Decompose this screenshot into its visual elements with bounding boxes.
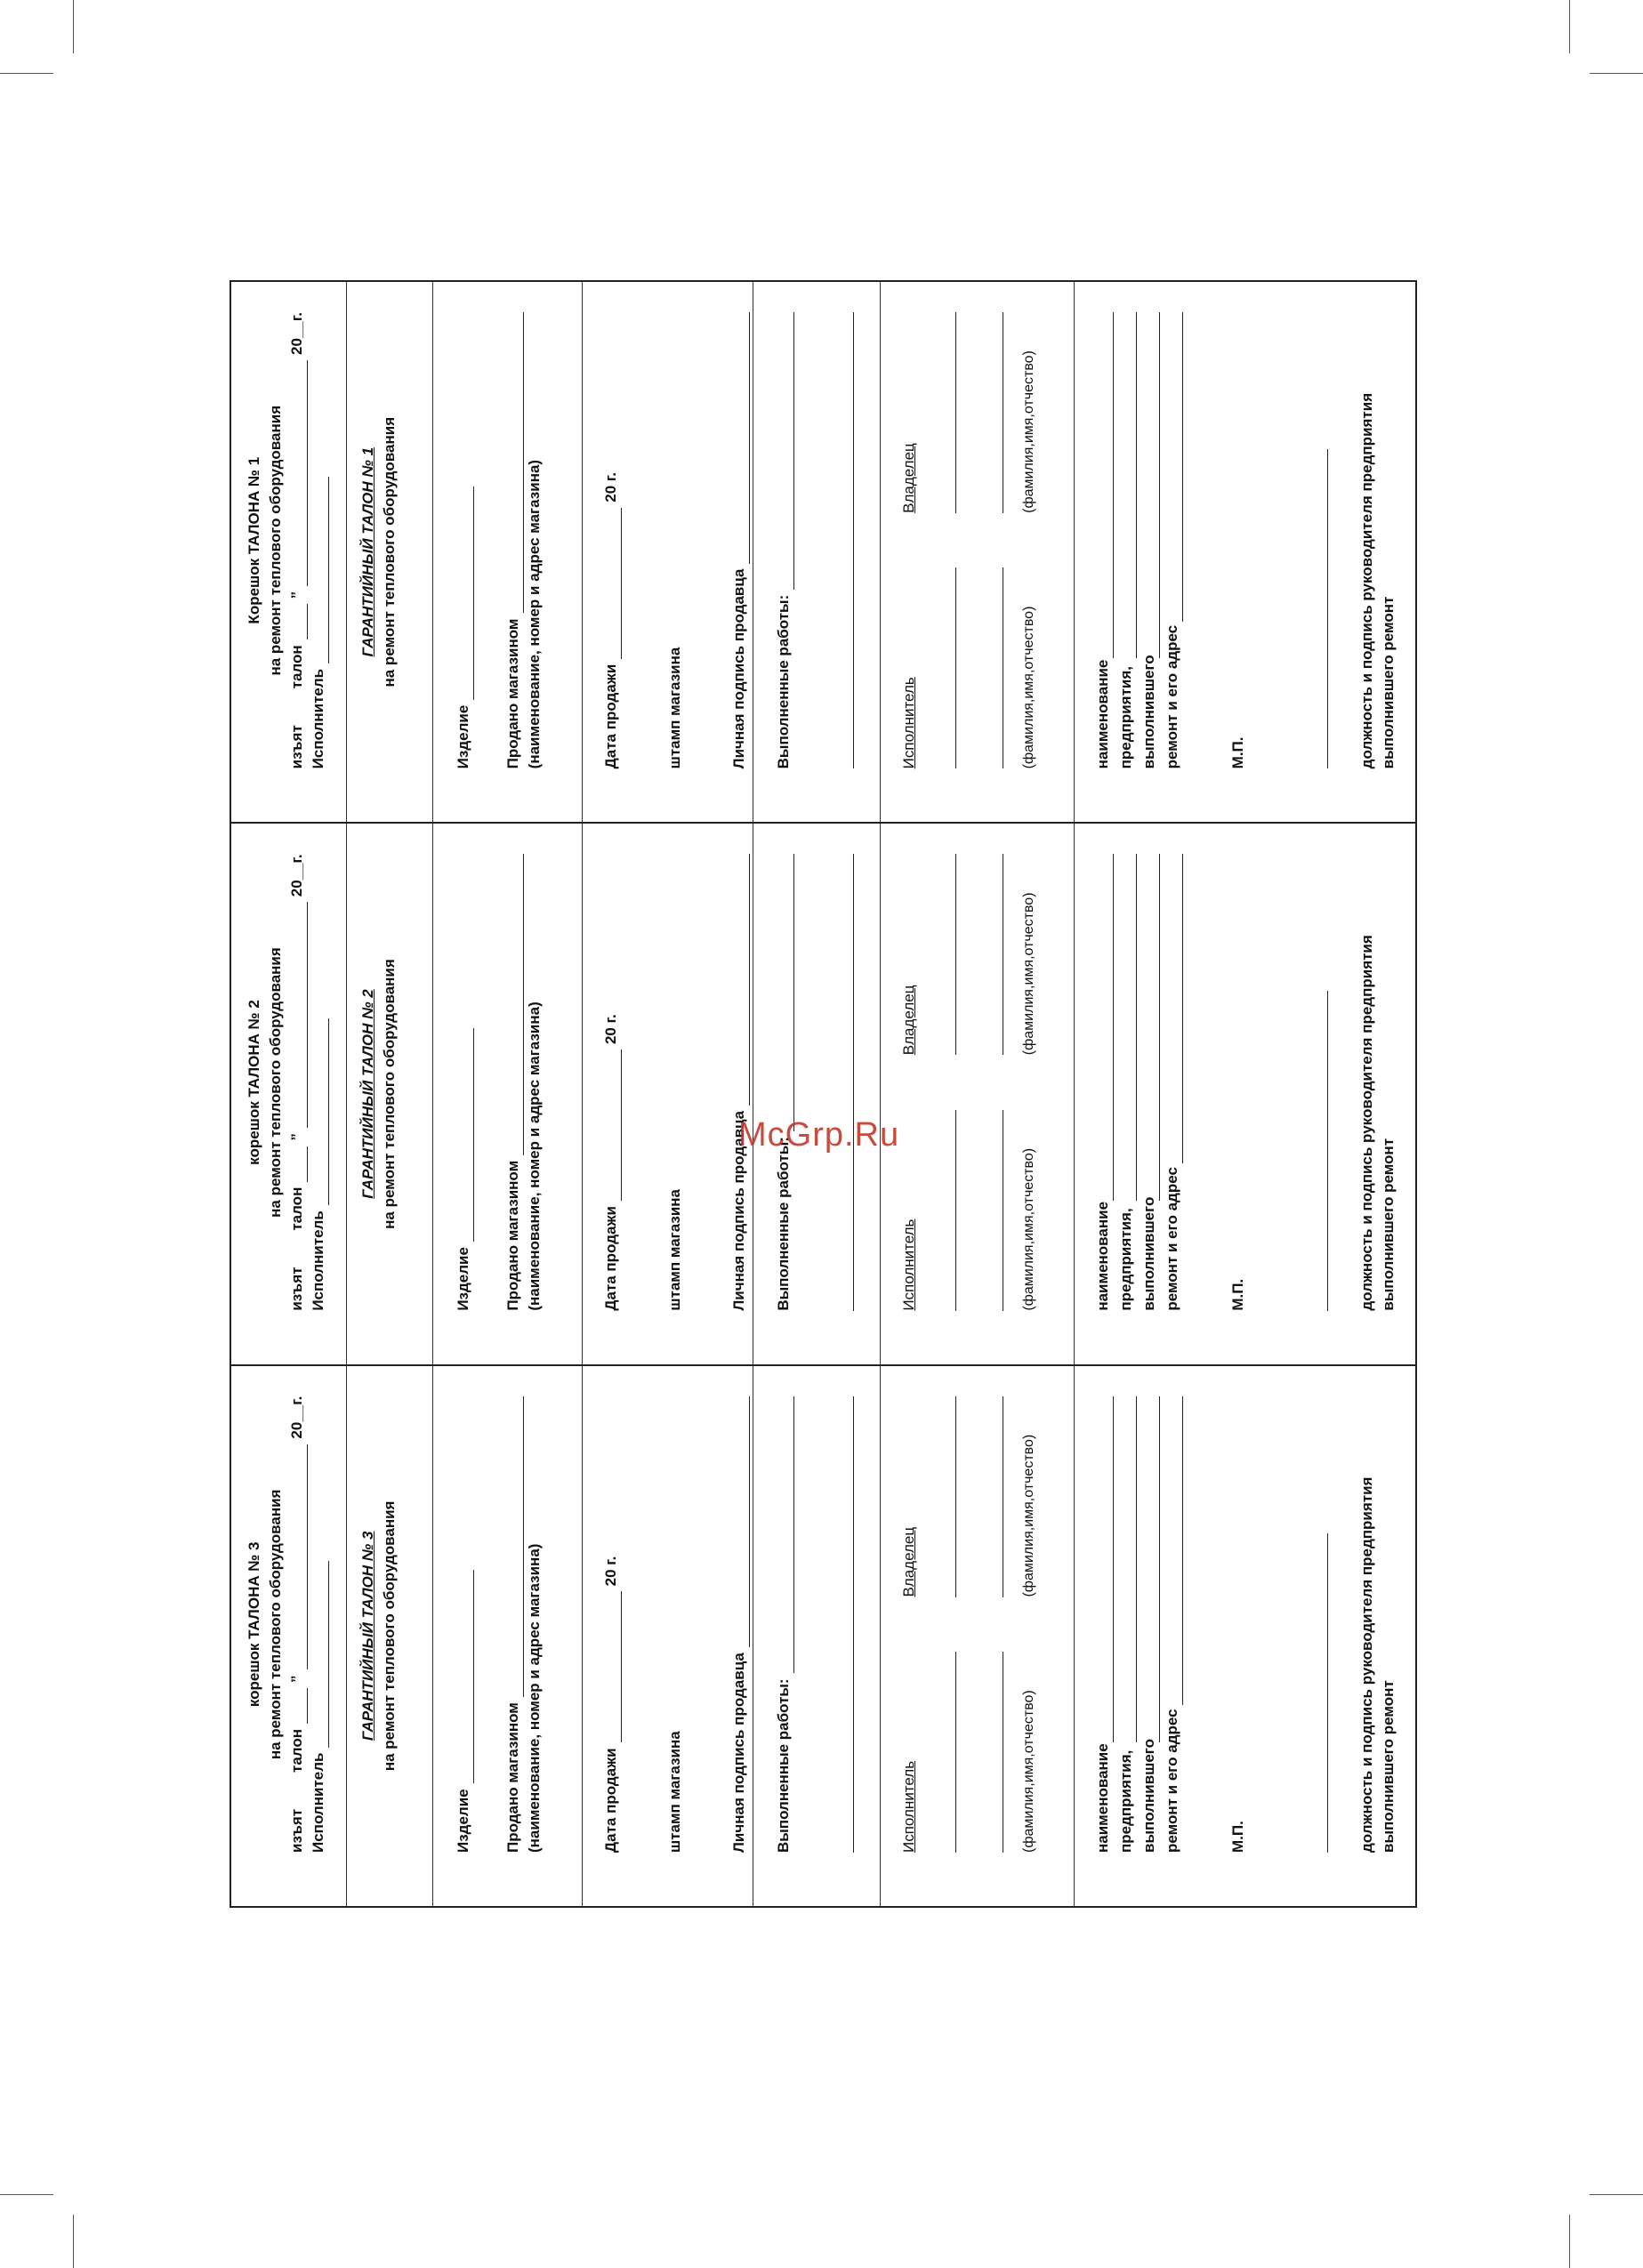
org-row: [1092, 854, 1114, 1310]
label-fio-executor: (фамилия,имя,отчество): [1021, 606, 1036, 769]
talon-title: ГАРАНТИЙНЫЙ ТАЛОН № 2: [359, 989, 376, 1199]
stub-izyat-row: [286, 854, 308, 1310]
owner-fio-field[interactable]: [985, 1396, 1003, 1597]
sale-date-field[interactable]: [605, 508, 622, 659]
owner-signature: [898, 312, 1039, 513]
seller-sign-row: [729, 854, 750, 1310]
org-row: [1139, 854, 1160, 1310]
org-label-2: предприятия,: [1117, 666, 1134, 769]
label-talon: талон: [288, 1186, 305, 1231]
sold-by-hint: (наименование, номер и адрес магазина): [526, 459, 543, 769]
label-sold-by: Продано магазином: [504, 1160, 521, 1311]
works-row: [773, 312, 794, 768]
seller-sign-row: [729, 312, 750, 768]
label-executor: Исполнитель: [310, 668, 326, 769]
label-head-sign: должность и подпись руководителя предприятия: [1358, 1476, 1375, 1853]
org-label-1: наименование: [1094, 659, 1111, 769]
executor-signature: [898, 1652, 1039, 1853]
talon-title-section: [347, 282, 433, 822]
product-row: [453, 312, 474, 768]
org-label-4: ремонт и его адрес: [1164, 1167, 1180, 1311]
talon-title-section: [347, 1366, 433, 1906]
label-sale-year: 20 г.: [602, 1014, 619, 1045]
label-seller-sign: Личная подпись продавца: [730, 1653, 747, 1853]
signature-columns: [898, 312, 1039, 768]
org-label-3: выполнившего: [1140, 1738, 1157, 1853]
warranty-talon: [231, 1364, 1415, 1906]
sale-section: [583, 282, 753, 822]
label-sale-year: 20 г.: [602, 471, 619, 503]
label-head-sign-2: выполнившего ремонт: [1380, 596, 1397, 769]
stub-izyat-row: [286, 312, 308, 768]
executor-fio-field[interactable]: [985, 1110, 1003, 1311]
label-mp: М.П.: [1229, 1821, 1246, 1853]
seller-sign-row: [729, 1396, 750, 1853]
org-row: [1139, 312, 1160, 768]
crop-mark: [1590, 2194, 1643, 2195]
works-field[interactable]: [777, 854, 794, 1131]
label-product: Изделие: [455, 1789, 471, 1853]
organization-section: [1075, 824, 1415, 1363]
owner-sig-field[interactable]: [920, 1396, 956, 1597]
product-field[interactable]: [457, 1570, 474, 1783]
works-row-2: [837, 854, 854, 1310]
warranty-talons-row: [230, 280, 1417, 1908]
crop-mark: [0, 2194, 53, 2195]
seller-sign-field[interactable]: [733, 1396, 750, 1648]
label-product: Изделие: [455, 704, 471, 769]
crop-mark: [1569, 2215, 1570, 2268]
sold-by-hint: (наименование, номер и адрес магазина): [526, 1001, 543, 1311]
sale-date-field[interactable]: [605, 1591, 622, 1742]
label-seller-sign: Личная подпись продавца: [730, 1110, 747, 1311]
label-sold-by: Продано магазином: [504, 1702, 521, 1853]
product-field[interactable]: [457, 487, 474, 700]
label-product: Изделие: [455, 1247, 471, 1311]
works-field[interactable]: [777, 312, 794, 590]
crop-mark: [73, 2215, 74, 2268]
works-field-2[interactable]: [837, 1396, 854, 1853]
signatures-section: [881, 282, 1075, 822]
label-head-sign-2: выполнившего ремонт: [1380, 1138, 1397, 1311]
label-mp: М.П.: [1229, 736, 1246, 769]
label-talon: талон: [288, 1728, 305, 1773]
crop-mark: [1569, 0, 1570, 53]
label-owner-sig: Владелец: [900, 443, 917, 513]
org-field-3[interactable]: [1143, 312, 1160, 658]
sale-date-field[interactable]: [605, 1050, 622, 1201]
crop-mark: [73, 0, 74, 53]
org-field-3[interactable]: [1143, 854, 1160, 1200]
org-field-1[interactable]: [1097, 854, 1114, 1200]
seller-sign-field[interactable]: [733, 312, 750, 564]
label-executor-sig: Исполнитель: [900, 677, 917, 769]
label-executor-sig: Исполнитель: [900, 1218, 917, 1311]
label-fio-executor: (фамилия,имя,отчество): [1021, 1147, 1036, 1311]
label-sale-date: Дата продажи: [602, 1206, 619, 1311]
stub-executor-row: [308, 1396, 329, 1853]
sold-by-field[interactable]: [507, 854, 524, 1154]
stub-section: [231, 282, 347, 822]
sale-date-row: [600, 1396, 622, 1853]
label-fio-executor: (фамилия,имя,отчество): [1021, 1690, 1036, 1853]
sale-section: [583, 1366, 753, 1906]
sold-by-row: [503, 854, 524, 1310]
talon-title: ГАРАНТИЙНЫЙ ТАЛОН № 1: [359, 446, 376, 657]
org-row: [1115, 312, 1137, 768]
org-row: [1092, 1396, 1114, 1853]
org-row: [1115, 1396, 1137, 1853]
head-sign-field[interactable]: [1292, 1533, 1328, 1853]
label-head-sign: должность и подпись руководителя предприятия: [1358, 392, 1375, 769]
sold-by-hint: (наименование, номер и адрес магазина): [526, 1543, 543, 1853]
talon-number-field[interactable]: [291, 1146, 308, 1182]
label-stamp: штамп магазина: [666, 1731, 683, 1853]
org-field-4[interactable]: [1166, 1396, 1183, 1706]
label-quote: ”: [288, 1675, 305, 1683]
label-quote: ”: [288, 591, 305, 599]
org-field-1[interactable]: [1097, 312, 1114, 658]
label-sale-date: Дата продажи: [602, 1748, 619, 1853]
org-row: [1115, 854, 1137, 1310]
talon-title-section: [347, 824, 433, 1363]
organization-section: [1075, 1366, 1415, 1906]
label-sale-date: Дата продажи: [602, 664, 619, 769]
stub-executor-row: [308, 312, 329, 768]
org-label-1: наименование: [1094, 1201, 1111, 1311]
org-field-1[interactable]: [1097, 1396, 1114, 1742]
stub-title: корешок ТАЛОНА № 2: [246, 1000, 262, 1165]
owner-fio-field[interactable]: [985, 854, 1003, 1055]
label-year: 20__г.: [288, 312, 305, 355]
label-fio-owner: (фамилия,имя,отчество): [1021, 350, 1036, 513]
org-row: [1162, 1396, 1183, 1853]
org-label-4: ремонт и его адрес: [1164, 1709, 1180, 1853]
talon-date-field[interactable]: [291, 360, 308, 586]
signature-columns: [898, 854, 1039, 1310]
executor-field[interactable]: [312, 1018, 329, 1205]
stub-title: корешок ТАЛОНА № 3: [246, 1541, 262, 1708]
watermark: McGrp.Ru: [738, 1116, 900, 1154]
executor-field[interactable]: [312, 477, 329, 664]
label-works: Выполненные работы:: [775, 1137, 792, 1311]
crop-mark: [0, 73, 53, 74]
org-field-4[interactable]: [1166, 854, 1183, 1163]
org-label-2: предприятия,: [1117, 1749, 1134, 1853]
stub-title: Корешок ТАЛОНА № 1: [246, 456, 262, 624]
talon-subtitle: на ремонт теплового оборудования: [381, 959, 398, 1229]
stub-izyat-row: [286, 1396, 308, 1853]
label-year: 20__г.: [288, 1395, 305, 1439]
org-label-4: ремонт и его адрес: [1164, 624, 1180, 769]
stub-section: [231, 824, 347, 1363]
product-section: [433, 1366, 583, 1906]
label-mp: М.П.: [1229, 1278, 1246, 1311]
talon-subtitle: на ремонт теплового оборудования: [381, 1500, 398, 1772]
owner-fio-field[interactable]: [985, 312, 1003, 513]
org-row: [1139, 1396, 1160, 1853]
executor-signature: [898, 567, 1039, 768]
label-stamp: штамп магазина: [666, 647, 683, 769]
signatures-section: [881, 824, 1075, 1363]
works-row: [773, 854, 794, 1310]
label-head-sign-2: выполнившего ремонт: [1380, 1680, 1397, 1853]
sold-by-field[interactable]: [507, 312, 524, 613]
label-works: Выполненные работы:: [775, 1678, 792, 1853]
label-izyat: изъят: [288, 725, 305, 769]
executor-sig-field[interactable]: [920, 1110, 956, 1311]
sale-date-row: [600, 312, 622, 768]
owner-sig-field[interactable]: [920, 312, 956, 513]
org-label-3: выполнившего: [1140, 1196, 1157, 1311]
works-section: [753, 1366, 881, 1906]
stub-executor-row: [308, 854, 329, 1310]
works-section: [753, 282, 881, 822]
signature-columns: [898, 1396, 1039, 1853]
warranty-sheet: [230, 280, 1417, 1908]
label-stamp: штамп магазина: [666, 1188, 683, 1311]
org-field-2[interactable]: [1120, 312, 1137, 658]
label-sold-by: Продано магазином: [504, 618, 521, 769]
owner-signature: [898, 854, 1039, 1055]
head-sign-field[interactable]: [1292, 991, 1328, 1310]
product-section: [433, 824, 583, 1363]
label-izyat: изъят: [288, 1267, 305, 1311]
label-executor: Исполнитель: [310, 1210, 326, 1311]
talon-number-field[interactable]: [291, 1688, 308, 1724]
label-owner-sig: Владелец: [900, 985, 917, 1056]
label-owner-sig: Владелец: [900, 1526, 917, 1597]
label-works: Выполненные работы:: [775, 594, 792, 769]
executor-sig-field[interactable]: [920, 1652, 956, 1853]
warranty-talon: [231, 282, 1415, 822]
label-head-sign: должность и подпись руководителя предприятия: [1358, 935, 1375, 1311]
org-field-4[interactable]: [1166, 312, 1183, 622]
label-executor-sig: Исполнитель: [900, 1760, 917, 1853]
works-row-2: [837, 1396, 854, 1853]
stub-subtitle: на ремонт теплового оборудования: [267, 1489, 284, 1760]
org-field-2[interactable]: [1120, 854, 1137, 1200]
org-label-2: предприятия,: [1117, 1208, 1134, 1311]
seller-sign-field[interactable]: [733, 854, 750, 1106]
org-field-2[interactable]: [1120, 1396, 1137, 1742]
works-field-2[interactable]: [837, 854, 854, 1310]
owner-sig-field[interactable]: [920, 854, 956, 1055]
org-row: [1092, 312, 1114, 768]
sale-date-row: [600, 854, 622, 1310]
label-fio-owner: (фамилия,имя,отчество): [1021, 892, 1036, 1056]
stub-subtitle: на ремонт теплового оборудования: [267, 947, 284, 1218]
label-fio-owner: (фамилия,имя,отчество): [1021, 1434, 1036, 1597]
label-quote: ”: [288, 1133, 305, 1141]
org-label-1: наименование: [1094, 1743, 1111, 1853]
product-row: [453, 854, 474, 1310]
executor-fio-field[interactable]: [985, 1652, 1003, 1853]
label-izyat: изъят: [288, 1808, 305, 1853]
product-section: [433, 282, 583, 822]
label-sale-year: 20 г.: [602, 1556, 619, 1587]
executor-field[interactable]: [312, 1561, 329, 1748]
signatures-section: [881, 1366, 1075, 1906]
crop-mark: [1590, 73, 1643, 74]
warranty-talon: [231, 822, 1415, 1363]
label-year: 20__г.: [288, 854, 305, 897]
works-field[interactable]: [777, 1396, 794, 1674]
sale-section: [583, 824, 753, 1363]
product-row: [453, 1396, 474, 1853]
sold-by-field[interactable]: [507, 1396, 524, 1697]
label-seller-sign: Личная подпись продавца: [730, 568, 747, 769]
talon-date-field[interactable]: [291, 902, 308, 1128]
head-sign-field[interactable]: [1292, 449, 1328, 768]
stub-section: [231, 1366, 347, 1906]
works-field-2[interactable]: [837, 312, 854, 768]
product-field[interactable]: [457, 1028, 474, 1242]
talon-date-field[interactable]: [291, 1444, 308, 1670]
org-row: [1162, 312, 1183, 768]
stub-subtitle: на ремонт теплового оборудования: [267, 405, 284, 676]
works-row: [773, 1396, 794, 1853]
sold-by-row: [503, 312, 524, 768]
org-label-3: выполнившего: [1140, 655, 1157, 769]
org-field-3[interactable]: [1143, 1396, 1160, 1742]
works-row-2: [837, 312, 854, 768]
executor-sig-field[interactable]: [920, 567, 956, 768]
organization-section: [1075, 282, 1415, 822]
talon-number-field[interactable]: [291, 604, 308, 639]
org-row: [1162, 854, 1183, 1310]
executor-fio-field[interactable]: [985, 567, 1003, 768]
talon-title: ГАРАНТИЙНЫЙ ТАЛОН № 3: [359, 1531, 376, 1741]
works-section: [753, 824, 881, 1363]
label-talon: талон: [288, 645, 305, 689]
owner-signature: [898, 1396, 1039, 1597]
label-executor: Исполнитель: [310, 1752, 326, 1853]
talon-subtitle: на ремонт теплового оборудования: [381, 416, 398, 688]
sold-by-row: [503, 1396, 524, 1853]
executor-signature: [898, 1110, 1039, 1311]
